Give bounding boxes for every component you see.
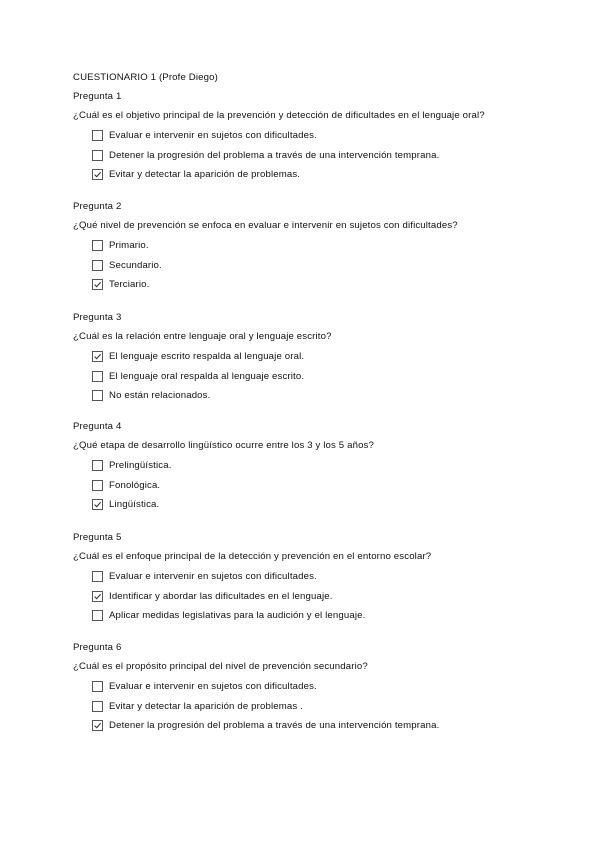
checkbox[interactable] — [92, 591, 103, 602]
option-text: El lenguaje escrito respalda al lenguaje oral. — [109, 351, 305, 362]
option-text: Identificar y abordar las dificultades en el lenguaje. — [109, 590, 333, 602]
question-block — [73, 641, 573, 739]
question-label: Pregunta 5 — [73, 532, 122, 543]
checkbox[interactable] — [92, 130, 103, 141]
checkbox[interactable] — [92, 371, 103, 382]
question-block — [73, 311, 573, 409]
check-icon — [93, 721, 102, 730]
answer-option[interactable] — [73, 350, 573, 370]
question-block — [73, 420, 573, 518]
question-text: ¿Cuál es el objetivo principal de la prevención y detección de dificultades en el lenguaje oral? — [73, 110, 485, 121]
question-label: Pregunta 6 — [73, 642, 122, 653]
option-text: Aplicar medidas legislativas para la audición y el lenguaje. — [109, 610, 366, 621]
checkbox[interactable] — [92, 701, 103, 712]
answer-option[interactable] — [73, 459, 573, 479]
checkbox[interactable] — [92, 279, 103, 290]
option-text: Detener la progresión del problema a través de una intervención temprana. — [109, 720, 440, 731]
checkbox[interactable] — [92, 260, 103, 271]
answer-option[interactable] — [73, 389, 573, 409]
checkbox[interactable] — [92, 571, 103, 582]
answer-option[interactable] — [73, 239, 573, 259]
option-text: Secundario. — [109, 259, 162, 271]
option-text: Terciario. — [109, 279, 150, 290]
answer-option[interactable] — [73, 259, 573, 279]
question-text: ¿Qué nivel de prevención se enfoca en evaluar e intervenir en sujetos con dificultades? — [73, 220, 458, 231]
option-text: El lenguaje oral respalda al lenguaje escrito. — [109, 370, 305, 382]
option-text: Evaluar e intervenir en sujetos con dificultades. — [109, 571, 317, 582]
option-text: Evaluar e intervenir en sujetos con dificultades. — [109, 130, 317, 141]
option-text: Detener la progresión del problema a través de una intervención temprana. — [109, 149, 440, 161]
check-icon — [93, 280, 102, 289]
answer-option[interactable] — [73, 570, 573, 590]
answer-option[interactable] — [73, 590, 573, 610]
check-icon — [93, 170, 102, 179]
question-text: ¿Cuál es la relación entre lenguaje oral y lenguaje escrito? — [73, 331, 332, 342]
document-title: CUESTIONARIO 1 (Profe Diego) — [73, 72, 218, 83]
option-text: Primario. — [109, 240, 149, 251]
option-text: Evaluar e intervenir en sujetos con dificultades. — [109, 681, 317, 692]
checkbox[interactable] — [92, 351, 103, 362]
option-text: Evitar y detectar la aparición de problemas . — [109, 700, 303, 712]
option-text: Lingüística. — [109, 499, 160, 510]
answer-option[interactable] — [73, 278, 573, 298]
question-label: Pregunta 1 — [73, 91, 122, 102]
checkbox[interactable] — [92, 480, 103, 491]
answer-option[interactable] — [73, 370, 573, 390]
question-text: ¿Cuál es el enfoque principal de la detección y prevención en el entorno escolar? — [73, 551, 432, 562]
question-block — [73, 90, 573, 188]
checkbox[interactable] — [92, 240, 103, 251]
option-text: No están relacionados. — [109, 390, 211, 401]
checkbox[interactable] — [92, 499, 103, 510]
answer-option[interactable] — [73, 700, 573, 720]
checkbox[interactable] — [92, 610, 103, 621]
checkbox[interactable] — [92, 681, 103, 692]
checkbox[interactable] — [92, 460, 103, 471]
checkbox[interactable] — [92, 720, 103, 731]
question-block — [73, 531, 573, 629]
question-label: Pregunta 2 — [73, 201, 122, 212]
check-icon — [93, 592, 102, 601]
answer-option[interactable] — [73, 680, 573, 700]
checkbox[interactable] — [92, 150, 103, 161]
check-icon — [93, 500, 102, 509]
answer-option[interactable] — [73, 129, 573, 149]
answer-option[interactable] — [73, 168, 573, 188]
question-text: ¿Qué etapa de desarrollo lingüístico ocurre entre los 3 y los 5 años? — [73, 440, 374, 451]
question-block — [73, 200, 573, 298]
answer-option[interactable] — [73, 498, 573, 518]
answer-option[interactable] — [73, 149, 573, 169]
option-text: Fonológica. — [109, 479, 161, 491]
check-icon — [93, 352, 102, 361]
checkbox[interactable] — [92, 390, 103, 401]
question-label: Pregunta 4 — [73, 421, 122, 432]
answer-option[interactable] — [73, 609, 573, 629]
answer-option[interactable] — [73, 479, 573, 499]
question-label: Pregunta 3 — [73, 312, 122, 323]
option-text: Prelingüística. — [109, 460, 172, 471]
answer-option[interactable] — [73, 719, 573, 739]
checkbox[interactable] — [92, 169, 103, 180]
option-text: Evitar y detectar la aparición de problemas. — [109, 169, 301, 180]
question-text: ¿Cuál es el propósito principal del nivel de prevención secundario? — [73, 661, 368, 672]
